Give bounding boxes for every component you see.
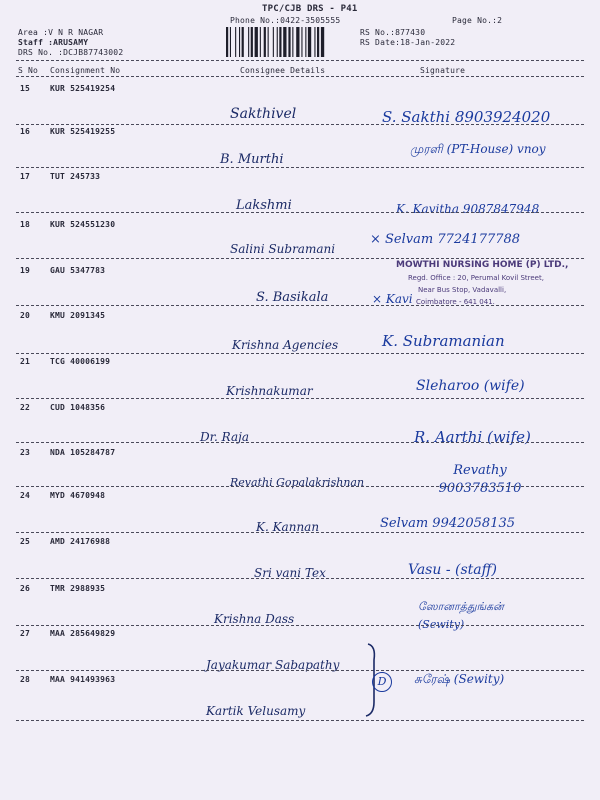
row-consignment: TUT 245733 [50,172,101,181]
divider [16,720,584,721]
staff-label: Staff :ARUSAMY [18,38,89,47]
row-consignment: TMR 2988935 [50,584,106,593]
col-sno-header: S No [18,66,39,75]
row-signature: R. Aarthi (wife) [414,428,531,446]
row-consignee: K. Kannan [256,520,320,534]
row-consignee: Krishnakumar [226,384,313,398]
row-consignment: MYD 4670948 [50,491,106,500]
row-consignment: KUR 524551230 [50,220,116,229]
row-consignment: MAA 285649829 [50,629,116,638]
row-signature: × Selvam 7724177788 [370,232,521,247]
divider [16,124,584,125]
row-consignee: Salini Subramani [230,242,336,256]
row-consignee: B. Murthi [220,152,284,167]
divider [16,442,584,443]
divider [16,578,584,579]
row-consignee: Revathi Gopalakrishnan [230,476,365,489]
row-consignment: KMU 2091345 [50,311,106,320]
row-sno: 23 [20,448,31,457]
row-sno: 25 [20,537,31,546]
row-consignment: TCG 40006199 [50,357,111,366]
row-signature: K. Kavitha 9087847948 [396,202,540,216]
row-consignee: Krishna Agencies [232,338,339,352]
row-consignee: Krishna Dass [214,612,295,626]
row-signature: ஸோனாத்துங்கன் (Sewity) [418,600,504,631]
divider [16,486,584,487]
row-consignee: S. Basikala [256,290,329,305]
row-consignment: MAA 941493963 [50,675,116,684]
col-signature-header: Signature [420,66,466,75]
stamp-line: MOWTHI NURSING HOME (P) LTD., [396,260,569,270]
row-consignee: Kartik Velusamy [206,704,306,718]
row-sno: 19 [20,266,31,275]
stamp-line: Regd. Office : 20, Perumal Kovil Street, [408,274,544,282]
rs-date: RS Date:18-Jan-2022 [360,38,456,47]
row-sno: 18 [20,220,31,229]
row-consignment: KUR 525419254 [50,84,116,93]
divider [16,625,584,626]
row-signature: Selvam 9942058135 [380,516,516,531]
row-signature: Sleharoo (wife) [416,378,525,394]
divider [16,532,584,533]
row-signature: முரளி (PT-House) vnoy [410,142,546,156]
circled-mark: D [372,672,392,692]
stamp-line: Near Bus Stop, Vadavalli, [418,286,507,294]
row-sno: 15 [20,84,31,93]
company-stamp [392,254,592,314]
phone-number: Phone No.:0422-3505555 [230,16,341,25]
row-consignment: GAU 5347783 [50,266,106,275]
row-signature: × Kavi [372,292,413,306]
row-sno: 21 [20,357,31,366]
row-sno: 26 [20,584,31,593]
document-title: TPC/CJB DRS - P41 [262,4,358,14]
divider [16,398,584,399]
barcode-image [226,27,350,57]
col-consignment-header: Consignment No [50,66,121,75]
row-signature: Vasu - (staff) [408,562,498,578]
drs-number: DRS No. :DCJB87743002 [18,48,124,57]
row-consignment: NDA 105284787 [50,448,116,457]
col-consignee-header: Consignee Details [240,66,326,75]
row-consignee: Jayakumar Sabapathy [206,658,340,672]
row-signature: S. Sakthi 8903924020 [382,108,551,126]
row-consignee: Sakthivel [230,106,297,122]
row-consignment: CUD 1048356 [50,403,106,412]
divider [16,353,584,354]
stamp-line: Coimbatore - 641 041. [416,298,495,306]
row-signature: Revathy 9003783510 [438,463,522,496]
area-label: Area :V N R NAGAR [18,28,104,37]
row-sno: 24 [20,491,31,500]
row-sno: 22 [20,403,31,412]
row-sno: 16 [20,127,31,136]
row-consignee: Lakshmi [236,198,292,213]
divider [16,167,584,168]
row-consignee: Sri vani Tex [254,566,326,580]
row-sno: 27 [20,629,31,638]
page-number: Page No.:2 [452,16,503,25]
row-sno: 28 [20,675,31,684]
divider [16,76,584,77]
row-consignment: KUR 525419255 [50,127,116,136]
row-sno: 20 [20,311,31,320]
divider [16,60,584,61]
row-sno: 17 [20,172,31,181]
rs-number: RS No.:877430 [360,28,426,37]
row-signature: K. Subramanian [382,332,505,350]
row-consignment: AMD 24176988 [50,537,111,546]
row-signature: சுரேஷ் (Sewity) [414,672,505,686]
divider [16,212,584,213]
row-consignee: Dr. Raja [200,430,250,444]
